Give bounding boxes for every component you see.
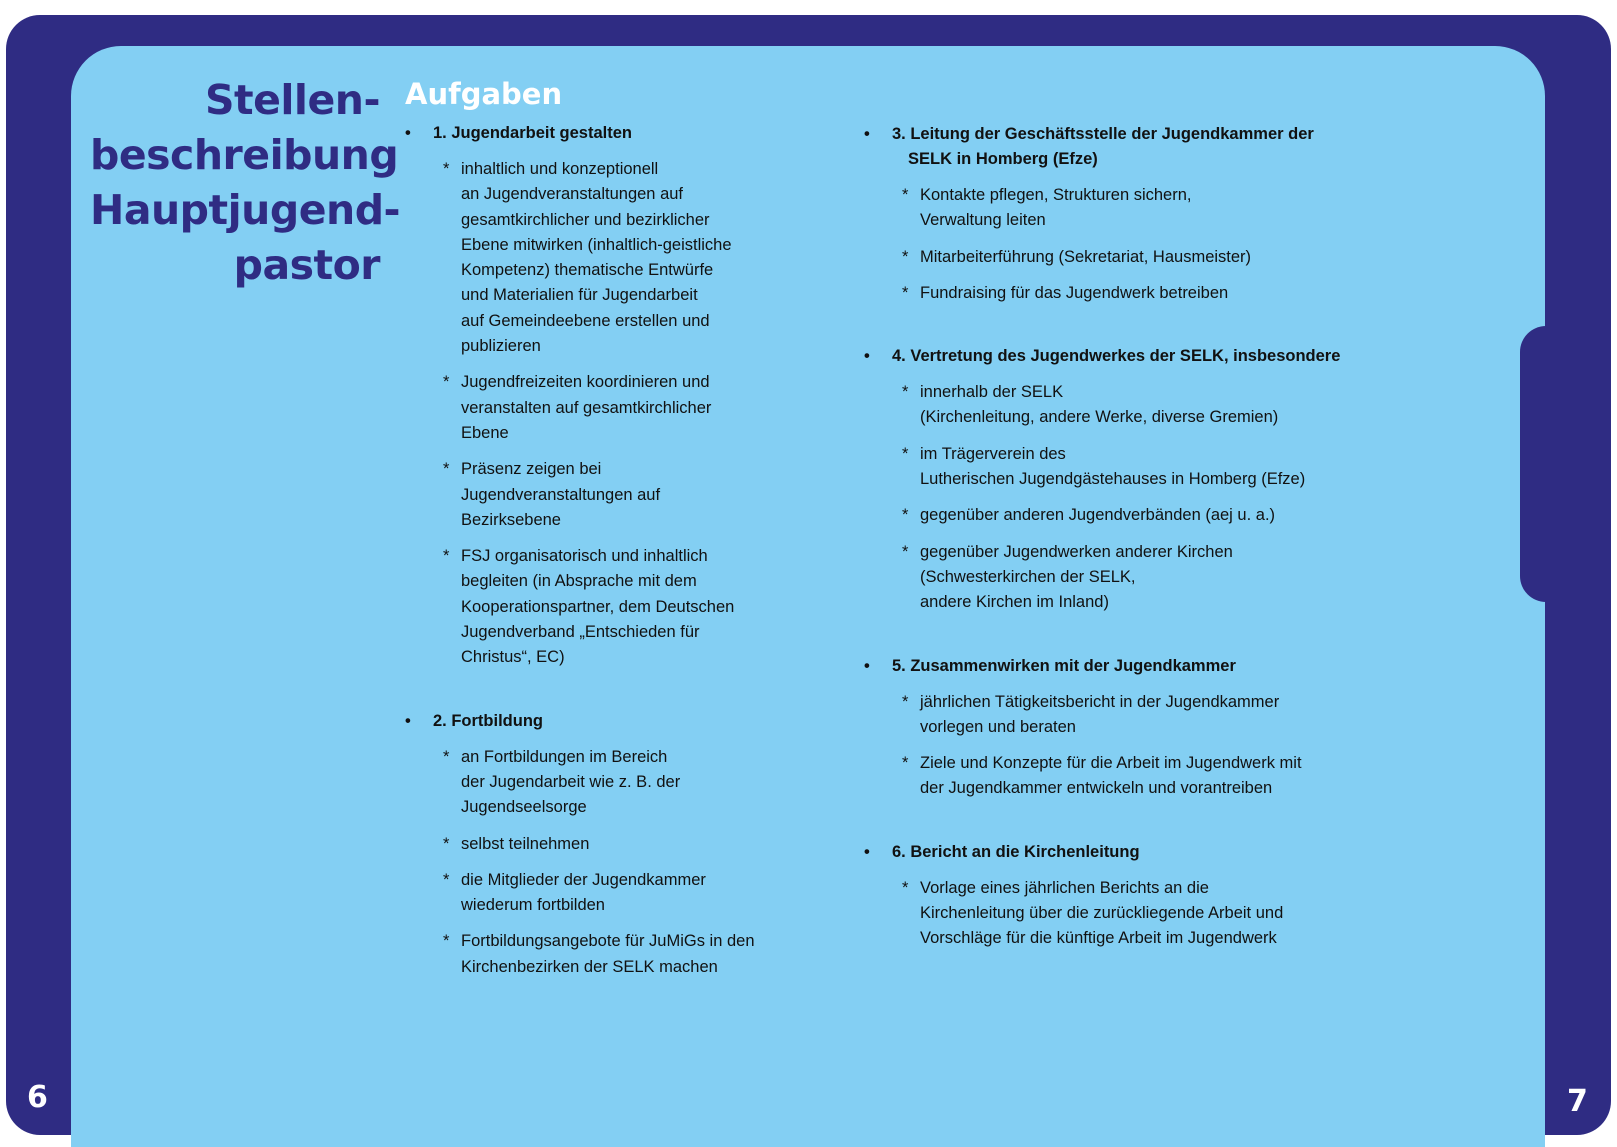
task-section-title (864, 840, 1334, 865)
title-line: Stellen- (204, 76, 380, 124)
task-item-line: innerhalb der SELK (920, 383, 1064, 402)
task-item-line: die Mitglieder der Jugendkammer (461, 870, 706, 889)
asterisk-bullet-icon: * (902, 283, 909, 302)
asterisk-bullet-icon: * (902, 247, 909, 266)
right-column (864, 122, 1341, 990)
task-section-title (405, 709, 775, 734)
task-item-line: Christus“, EC) (461, 648, 565, 667)
asterisk-bullet-icon: * (902, 506, 909, 525)
task-item-line: an Jugendveranstaltungen auf (461, 185, 684, 204)
task-item-line: publizieren (461, 337, 541, 356)
task-section-title-line: • 4. Vertretung des Jugendwerkes der SELK, insbesondere (892, 347, 1341, 366)
task-item-line: Bezirksebene (461, 510, 561, 529)
task-item (864, 751, 1334, 802)
task-section (864, 654, 1334, 802)
task-section (405, 121, 775, 671)
task-item-line: andere Kirchen im Inland) (920, 593, 1109, 612)
asterisk-bullet-icon: * (443, 547, 450, 566)
task-section-title-line: • 3. Leitung der Geschäftsstelle der Jugendkammer der (892, 125, 1314, 143)
task-item-line: (Kirchenleitung, andere Werke, diverse Gremien) (920, 408, 1279, 427)
task-item-line: Mitarbeiterführung (Sekretariat, Hausmeister) (920, 247, 1252, 266)
task-item-line: Verwaltung leiten (920, 211, 1046, 230)
asterisk-bullet-icon: * (443, 747, 450, 766)
task-item-line: selbst teilnehmen (461, 834, 590, 853)
task-item-line: Vorlage eines jährlichen Berichts an die (920, 878, 1209, 897)
task-item-line: Jugendverband „Entschieden für (461, 623, 700, 642)
task-item-line: an Fortbildungen im Bereich (461, 747, 668, 766)
task-item-line: Jugendseelsorge (461, 798, 587, 817)
section-heading: Aufgaben (405, 77, 563, 111)
task-section-title (864, 654, 1334, 679)
task-item-line: der Jugendkammer entwickeln und vorantreiben (920, 779, 1273, 798)
asterisk-bullet-icon: * (443, 460, 450, 479)
task-item-line: Ebene mitwirken (inhaltlich-geistliche (461, 235, 732, 254)
task-item-line: Kooperationspartner, dem Deutschen (461, 597, 735, 616)
task-item (405, 544, 775, 670)
task-section-title (864, 344, 1341, 369)
asterisk-bullet-icon: * (902, 383, 909, 402)
task-section-title-line: 1. Jugendarbeit gestalten (433, 124, 632, 142)
task-item-line: begleiten (in Absprache mit dem (461, 572, 697, 591)
task-item-line: (Schwesterkirchen der SELK, (920, 567, 1136, 586)
task-item-line: Ziele und Konzepte für die Arbeit im Jugendwerk mit (920, 754, 1302, 773)
asterisk-bullet-icon: * (902, 542, 909, 561)
page-title (90, 73, 401, 293)
asterisk-bullet-icon: * (902, 444, 909, 463)
task-item-line: und Materialien für Jugendarbeit (461, 286, 698, 305)
task-item (864, 380, 1334, 431)
task-item-line: Präsenz zeigen bei (461, 460, 602, 479)
task-item-line: jährlichen Tätigkeitsbericht in der Jugendkammer (920, 692, 1280, 711)
task-item (405, 868, 775, 919)
asterisk-bullet-icon: * (902, 878, 909, 897)
asterisk-bullet-icon: * (443, 160, 450, 178)
task-item-line: Jugendfreizeiten koordinieren und (461, 373, 710, 392)
task-item (864, 442, 1334, 493)
task-section-title (405, 121, 775, 146)
task-item (405, 157, 775, 359)
title-line: Hauptjugend- (90, 186, 401, 234)
task-item-line: Kontakte pflegen, Strukturen sichern, (920, 186, 1192, 204)
task-item-line: Kirchenbezirken der SELK machen (461, 957, 718, 976)
asterisk-bullet-icon: * (902, 692, 909, 711)
task-item (405, 832, 775, 857)
task-item (864, 540, 1334, 616)
left-column (405, 121, 775, 1018)
task-item-line: auf Gemeindeebene erstellen und (461, 311, 710, 330)
asterisk-bullet-icon: * (902, 186, 909, 204)
task-item-line: gegenüber Jugendwerken anderer Kirchen (920, 542, 1233, 561)
task-item-line: wiederum fortbilden (461, 896, 605, 915)
asterisk-bullet-icon: * (443, 373, 450, 392)
task-item (405, 745, 775, 821)
task-section-title-line: 2. Fortbildung (433, 711, 543, 730)
title-line: pastor (233, 241, 380, 289)
task-item-line: Fundraising für das Jugendwerk betreiben (920, 283, 1229, 302)
task-section (864, 122, 1334, 306)
task-item-line: Vorschläge für die künftige Arbeit im Jugendwerk (920, 929, 1277, 948)
side-tab (1520, 326, 1560, 602)
task-item (864, 245, 1334, 270)
task-section-title-line: • 6. Bericht an die Kirchenleitung (892, 842, 1140, 861)
asterisk-bullet-icon: * (443, 870, 450, 889)
task-section-title-line: • 5. Zusammenwirken mit der Jugendkammer (892, 656, 1236, 675)
asterisk-bullet-icon: * (443, 834, 450, 853)
task-item-line: im Trägerverein des (920, 444, 1066, 463)
task-item-line: gegenüber anderen Jugendverbänden (aej u. a.) (920, 506, 1276, 525)
task-item (405, 929, 775, 980)
task-item-line: Kirchenleitung über die zurückliegende Arbeit und (920, 904, 1284, 923)
task-section-title (864, 122, 1334, 172)
task-item (864, 183, 1334, 234)
task-section (405, 709, 775, 980)
task-item-line: FSJ organisatorisch und inhaltlich (461, 547, 708, 566)
task-item (864, 876, 1334, 952)
task-item-line: Ebene (461, 423, 509, 442)
asterisk-bullet-icon: * (443, 932, 450, 951)
task-item-line: veranstalten auf gesamtkirchlicher (461, 398, 712, 417)
task-item-line: Jugendveranstaltungen auf (461, 485, 661, 504)
task-item-line: gesamtkirchlicher und bezirklicher (461, 210, 710, 229)
task-item (405, 457, 775, 533)
task-item-line: der Jugendarbeit wie z. B. der (461, 772, 681, 791)
title-line: beschreibung (90, 131, 399, 179)
task-item (405, 370, 775, 446)
task-item-line: inhaltlich und konzeptionell (461, 160, 659, 178)
page-number-left: 6 (27, 1080, 48, 1115)
task-section (864, 344, 1341, 615)
task-item-line: Lutherischen Jugendgästehauses in Homberg (Efze) (920, 470, 1306, 489)
asterisk-bullet-icon: * (902, 754, 909, 773)
task-item-line: Kompetenz) thematische Entwürfe (461, 261, 714, 280)
task-section (864, 840, 1334, 952)
task-item (864, 281, 1334, 306)
task-section-title-line: SELK in Homberg (Efze) (908, 150, 1098, 168)
task-item (864, 690, 1334, 741)
task-item (864, 503, 1334, 528)
task-item-line: Fortbildungsangebote für JuMiGs in den (461, 932, 755, 951)
page-number-right: 7 (1567, 1084, 1588, 1119)
task-item-line: vorlegen und beraten (920, 717, 1076, 736)
